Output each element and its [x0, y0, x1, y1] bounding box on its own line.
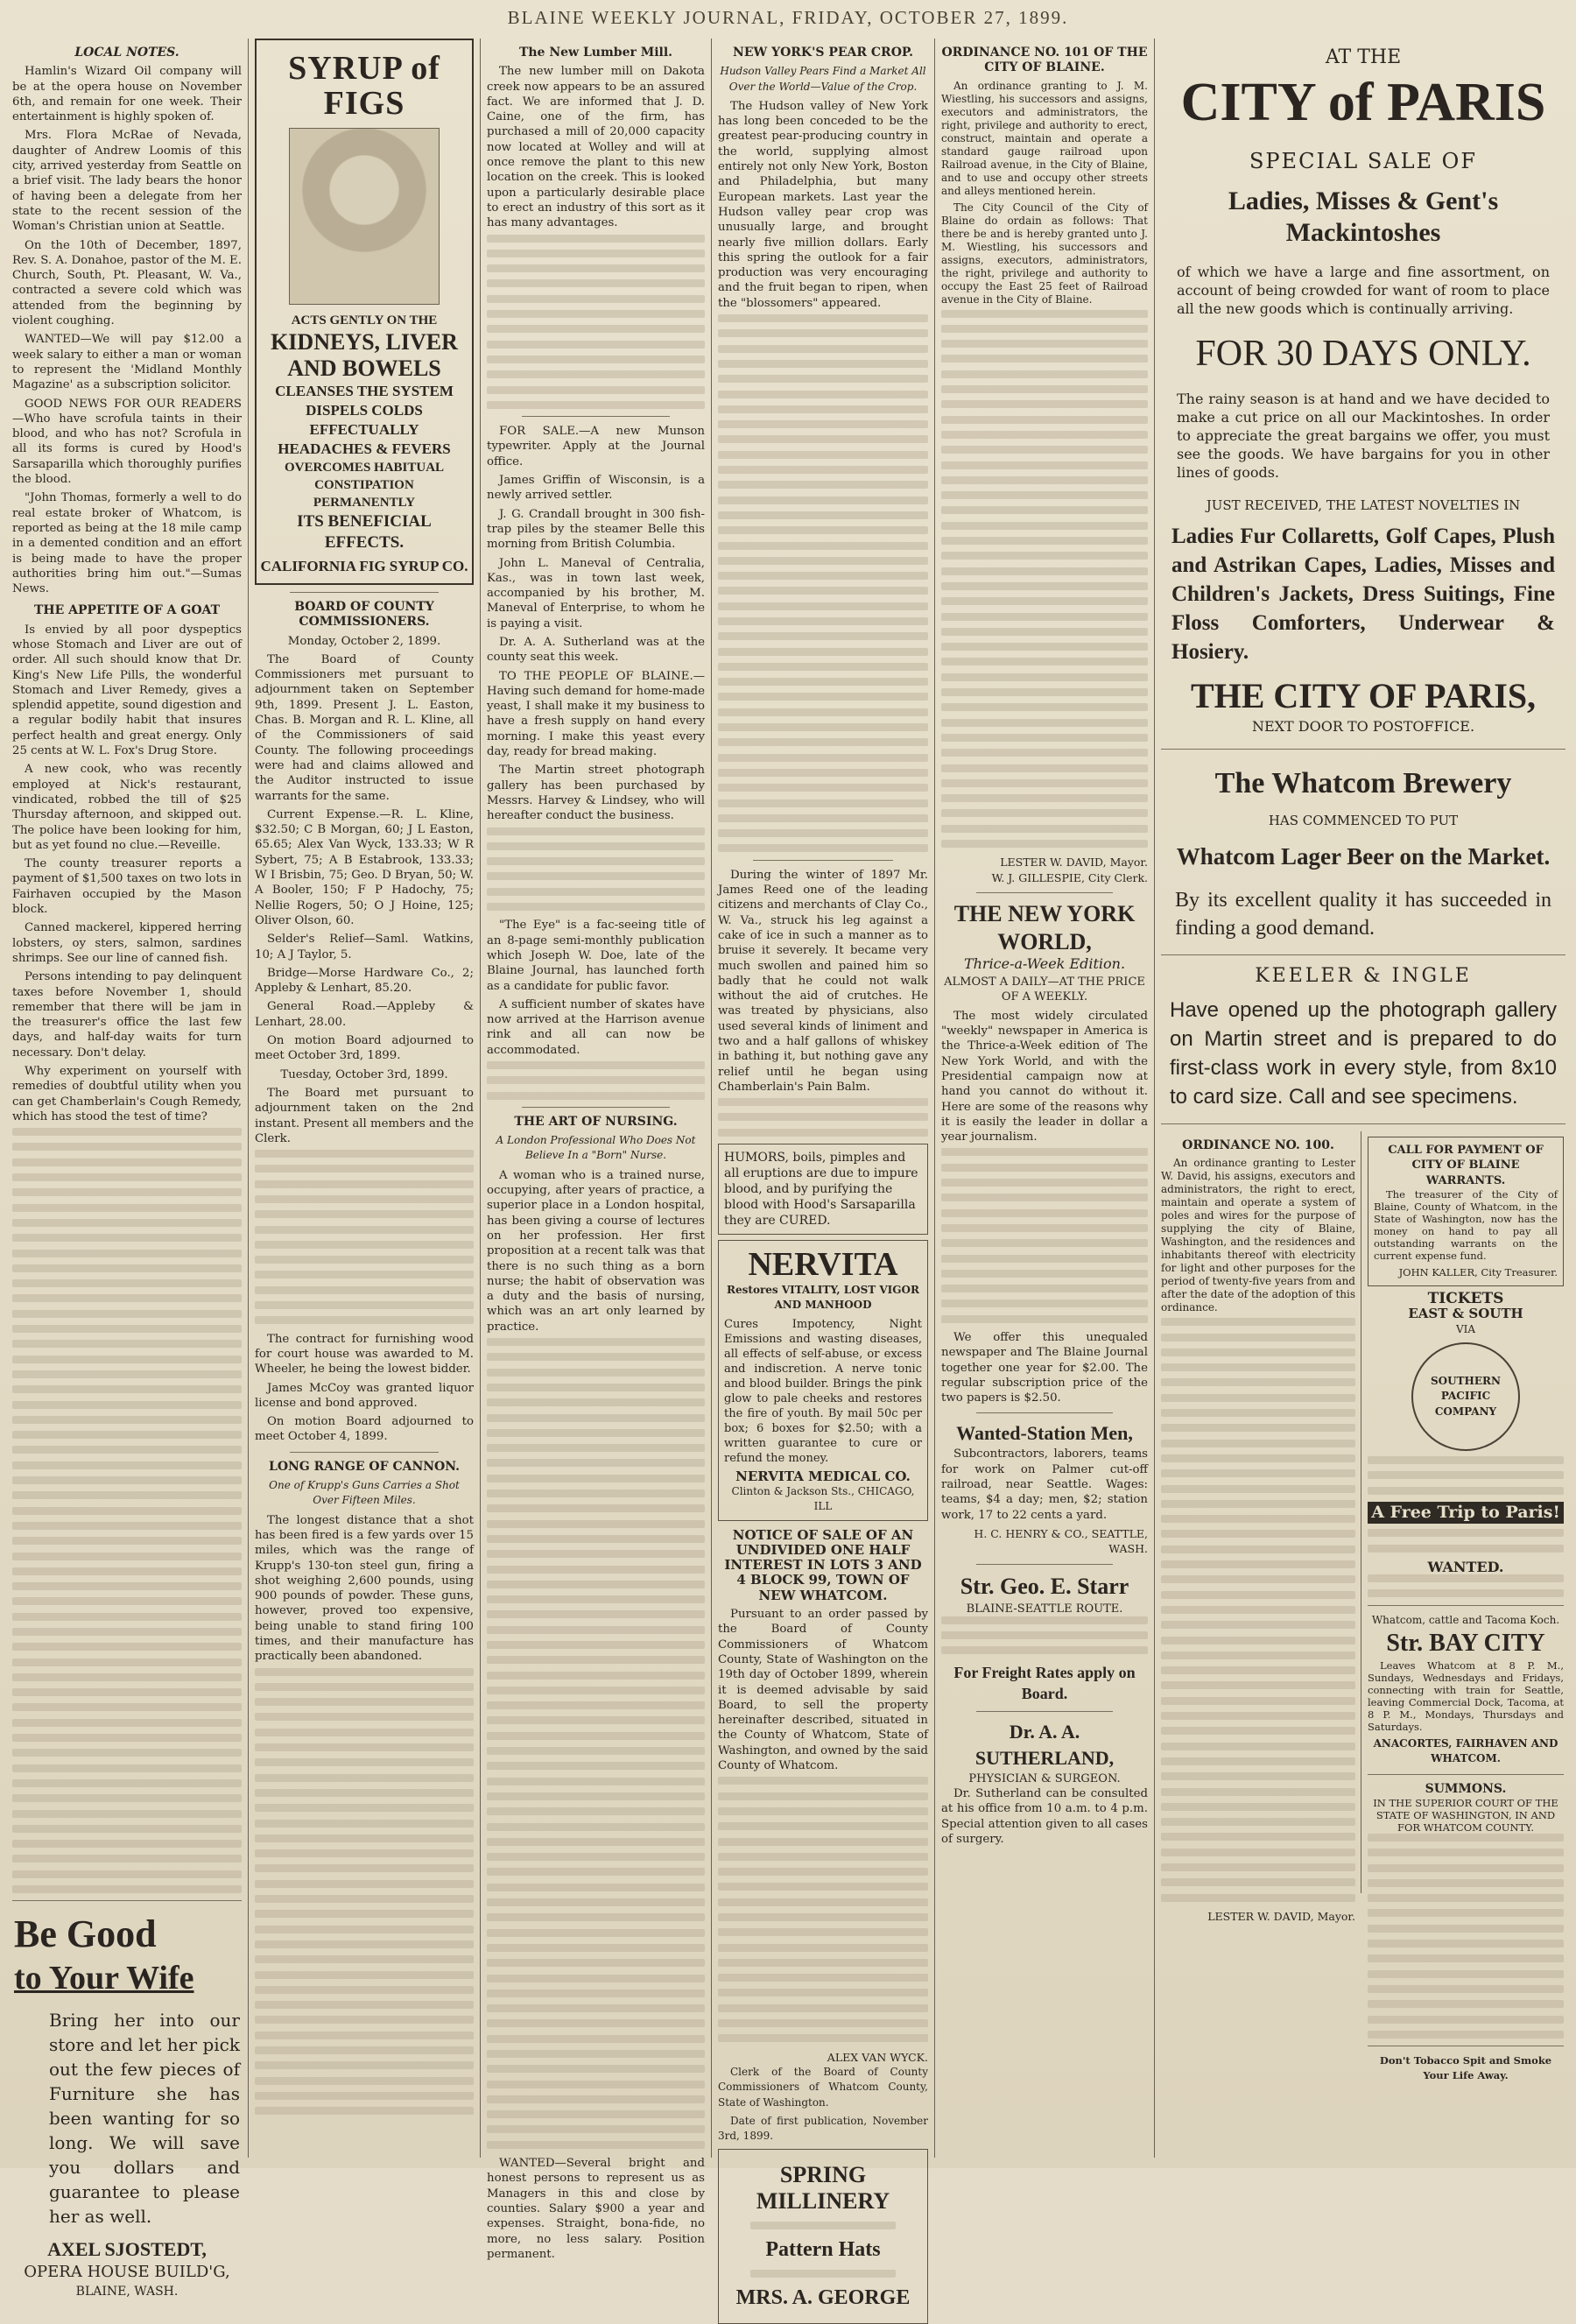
board-text: Selder's Relief—Saml. Watkins, 10; A J Taylor, 5. — [255, 933, 474, 961]
summons-text: IN THE SUPERIOR COURT OF THE STATE OF WASHINGTON, IN AND FOR WHATCOM COUNTY. — [1373, 1796, 1558, 1834]
nursing-subhead: A London Professional Who Does Not Believe In a "Born" Nurse. — [496, 1134, 696, 1162]
summons-title: SUMMONS. — [1425, 1781, 1507, 1796]
furniture-ad — [12, 1908, 242, 2304]
doctor-title: Dr. A. A. SUTHERLAND, — [974, 1720, 1115, 1769]
local-note: Mrs. Flora McRae of Nevada, daughter of Andrew Loomis of this city, arrived yesterday from Seattle on a brief visit. The lady bears the honor of having been a delegate from her state to the recent session of the Woman's Christian union at Seattle. — [12, 129, 242, 234]
column-5 — [941, 39, 1148, 2158]
nervita-company: NERVITA MEDICAL CO. — [735, 1468, 911, 1484]
bay-city-text: Leaves Whatcom at 8 P. M., Sundays, Wednesdays and Fridays, connecting with train for Seattle, leaving Commercial Dock, Tacoma, at 8 P. M., Mondays, Thursdays and Saturdays. — [1368, 1659, 1564, 1734]
column-1 — [12, 39, 242, 2299]
board-text: The contract for furnishing wood for court house was awarded to M. Wheeler, he being the lowest bidder. — [255, 1332, 474, 1377]
doctor-subtitle: PHYSICIAN & SURGEON. — [968, 1771, 1121, 1785]
bay-city-head: Whatcom, cattle and Tacoma Koch. — [1371, 1613, 1560, 1626]
keeler-title: KEELER & INGLE — [1255, 965, 1472, 987]
ordinance-100-text: An ordinance granting to Lester W. David, his assigns, executors and administrators, the right to erect, maintain and operate a system of poles and wires for the purpose of supplying the city of Blaine, Washington, and the residences and inhabitants thereof with electricity for light and other purposes for the period of twenty-five years from and after the date of the adoption of this ordinance. — [1161, 1157, 1355, 1314]
local-note: The county treasurer reports a payment of $1,500 taxes on two lots in Fairhaven occupied by the Mason block. — [12, 857, 242, 917]
local-notes-title: LOCAL NOTES. — [74, 46, 179, 60]
paris-next-door: NEXT DOOR TO POSTOFFICE. — [1251, 718, 1475, 735]
city-of-paris-title: CITY of PARIS — [1180, 73, 1546, 132]
goat-headline: THE APPETITE OF A GOAT — [33, 603, 221, 618]
ordinance-100-signature: LESTER W. DAVID, Mayor. — [1207, 1909, 1355, 1923]
free-trip-banner: A Free Trip to Paris! — [1368, 1502, 1564, 1524]
news-item: J. G. Crandall brought in 300 fish-trap piles by the steamer Belle this morning from British Columbia. — [487, 507, 705, 552]
pear-article: The Hudson valley of New York has long been conceded to be the greatest pear-producing country in the world, supplying almost entirely not only New York, Boston and Philadelphia, but many European markets. Last year the Hudson valley pear crop was unusually large, and brought nearly five million dollars. Early this spring the outlook for a fair production was very encouraging and the fruit began to ripen, when the "blossomers" appeared. — [718, 99, 928, 310]
ordinance-100 — [1161, 1131, 1355, 1924]
syrup-line: KIDNEYS, LIVER — [271, 329, 458, 355]
ad-title-wife: to Your Wife — [14, 1960, 194, 1997]
news-item: FOR SALE.—A new Munson typewriter. Apply at the Journal office. — [487, 425, 705, 468]
syrup-line: CLEANSES THE SYSTEM — [275, 383, 454, 399]
ordinance-101-clerk: W. J. GILLESPIE, City Clerk. — [991, 870, 1148, 884]
news-item: Dr. A. A. Sutherland was at the county seat this week. — [487, 635, 705, 665]
at-the: AT THE — [1325, 46, 1402, 68]
local-note: Canned mackerel, kippered herring lobsters, oy sters, salmon, sardines shrimps. See our line of canned fish. — [12, 921, 242, 965]
lager-text: By its excellent quality it has succeeded in finding a good demand. — [1175, 889, 1551, 940]
board-text: The Board met pursuant to adjournment taken on the 2nd instant. Present all members and the Clerk. — [255, 1086, 474, 1145]
ordinance-101-text: An ordinance granting to J. M. Wiestling, his successors and assigns, executors and administrators, the right, privilege and authority to erect, construct, maintain and operate a standard gauge railroad upon Railroad avenue, in the City of Blaine, and to use and occupy other streets and alleys mentioned herein. — [941, 79, 1148, 197]
ad-place: OPERA HOUSE BUILD'G, — [24, 2263, 230, 2282]
nyw-subtitle: Thrice-a-Week Edition. — [963, 954, 1126, 972]
board-text: Monday, October 2, 1899. — [287, 634, 441, 648]
ad-town: BLAINE, WASH. — [75, 2285, 179, 2299]
notice-signature-title: Clerk of the Board of County Commissioners of Whatcom County, State of Washington. — [718, 2065, 928, 2109]
column-rule — [480, 39, 481, 2158]
novelties-list: Ladies Fur Collaretts, Golf Capes, Plush and Astrikan Capes, Ladies, Misses and Children's Jackets, Dress Suitings, Fine Floss Comforters, Underwear & Hosiery. — [1171, 525, 1555, 664]
spring-millinery-ad — [718, 2149, 928, 2324]
column-rule — [934, 39, 935, 2158]
ad-name: AXEL SJOSTEDT, — [47, 2238, 207, 2261]
board-text: Tuesday, October 3rd, 1899. — [280, 1067, 448, 1081]
warrants-head: CALL FOR PAYMENT OF CITY OF BLAINE WARRANTS. — [1388, 1144, 1544, 1187]
local-note: "John Thomas, formerly a well to do real estate broker of Whatcom, is reported as being at the 18 mile camp in a demented condition and an effort is being made to have the proper authorities bring him out."—Sumas News. — [12, 491, 242, 596]
nyw-text: The most widely circulated "weekly" newspaper in America is the Thrice-a-Week edition of The New York World, and with the Presidential campaign now at hand you cannot do without it. Here are some of the reasons why it is easily the leader in dollar a year journalism. — [941, 1009, 1148, 1144]
nyw-offer: We offer this unequaled newspaper and The Blaine Journal together one year for $2.00. The regular subscription price of the two papers is $2.50. — [941, 1331, 1148, 1405]
tobacco-ad: Don't Tobacco Spit and Smoke Your Life Away. — [1379, 2054, 1552, 2082]
ad-text: Bring her into our store and let her pick out the few pieces of Furniture she has been wanting for so long. We will save you dollars and guarantee to please her as well. — [49, 2010, 240, 2228]
paris-footer: THE CITY OF PARIS, — [1190, 676, 1537, 715]
board-text: James McCoy was granted liquor license and bond approved. — [255, 1381, 474, 1410]
local-note: GOOD NEWS FOR OUR READERS—Who have scrofula taints in their blood, and who has not? Scrofula in all its forms is cured by Hood's Sarsaparilla which thoroughly purifies the blood. — [12, 397, 242, 487]
column-4 — [718, 39, 928, 2310]
news-item: James Griffin of Wisconsin, is a newly arrived settler. — [487, 474, 705, 503]
special-sale: SPECIAL SALE OF — [1249, 149, 1478, 173]
novelties-head: JUST RECEIVED, THE LATEST NOVELTIES IN — [1206, 497, 1521, 513]
notice-text: Pursuant to an order passed by the Board of County Commissioners of Whatcom County, State of Washington on the 19th day of October 1899, wherein it is deemed advisable by said Board, to sell the property hereinafter described, situated in the County of Whatcom, State of Washington, and owned by the said County of Whatcom. — [718, 1608, 928, 1773]
starr-title: Str. Geo. E. Starr — [960, 1573, 1129, 1599]
goat-article: Is envied by all poor dyspeptics whose Stomach and Liver are out of order. All such should know that Dr. King's New Life Pills, the wonderful Stomach and Liver Remedy, gives a splendid appetite, sound digestion and a regular bodily habit that insures perfect health and great energy. Only 25 cents at W. L. Fox's Drug Store. — [12, 623, 242, 758]
goddess-illustration — [289, 128, 440, 305]
board-text: Current Expense.—R. L. Kline, $32.50; C B Morgan, 60; J L Easton, 65.65; Alex Van Wyck, 133.33; W R Sybert, 75; A B Estabrook, 133.33; W I Brisbin, 75; Geo. D Bryan, 50; W. A Booler, 150; F P Hadochy, 75; Nellie Rogers, 50; O J Hoine, 125; Oliver Olson, 60. — [255, 807, 474, 927]
column-2 — [255, 39, 474, 2158]
local-note: WANTED—We will pay $12.00 a week salary to either a man or woman to represent the 'Midland Monthly Magazine' as a subscription solicitor. — [12, 333, 242, 392]
tickets-title: TICKETS — [1427, 1290, 1504, 1308]
warrants-notice — [1368, 1137, 1564, 1286]
notice-date: Date of first publication, November 3rd, 1899. — [718, 2114, 928, 2143]
ordinance-100-headline: ORDINANCE NO. 100. — [1182, 1138, 1334, 1152]
syrup-line: OVERCOMES HABITUAL CONSTIPATION — [284, 461, 445, 492]
keeler-text: Have opened up the photograph gallery on Martin street and is prepared to do first-class work in every style, from 8x10 to card size. Call and see specimens. — [1170, 998, 1557, 1109]
right-subcolumn — [1368, 1131, 1564, 2084]
column-6 — [1161, 39, 1565, 2158]
lumber-article: The new lumber mill on Dakota creek now appears to be an assured fact. We are informed that J. D. Caine, one of the firm, has purchased a mill of 20,000 capacity now located at Wolley and will at once remove the plant to this new location on the creek. This is looked upon a particularly desirable place to erect an industry of this sort as it has many advantages. — [487, 65, 705, 230]
syrup-of-figs-ad — [255, 39, 474, 585]
board-headline: BOARD OF COUNTY COMMISSIONERS. — [294, 600, 434, 630]
bottom-right-grid — [1161, 1131, 1565, 2082]
syrup-title: SYRUP of FIGS — [288, 50, 440, 122]
ordinance-101-text-2: The City Council of the City of Blaine do ordain as follows: That there be and is hereby granted unto J. M. Wiestling, his successors and assigns, executors, administrators, the right, privilege and authority to occupy the East 25 feet of Railroad avenue in the City of Blaine. — [941, 201, 1148, 306]
local-note: Persons intending to pay delinquent taxes before November 1, should remember that there will be jam in the treasurer's office the last few days, and half-day waits for turn necessary. Don't delay. — [12, 970, 242, 1060]
local-note: Why experiment on yourself with remedies of doubtful utility when you can get Chamberlain's Cough Remedy, which has stood the test of time? — [12, 1065, 242, 1123]
news-item: John L. Maneval of Centralia, Kas., was in town last week, accompanied by his brother, M. Maneval of Enterprise, to whom he is paying a visit. — [487, 556, 705, 630]
nursing-headline: THE ART OF NURSING. — [514, 1114, 678, 1129]
local-note: On the 10th of December, 1897, Rev. S. A. Donahoe, pastor of the M. E. Church, South, Pt. Pleasant, W. Va., contracted a severe cold which was attended from the beginning by violent coughing. — [12, 238, 242, 328]
syrup-line: HEADACHES & FEVERS — [278, 440, 451, 457]
column-3 — [487, 39, 705, 2261]
nervita-title: NERVITA — [748, 1246, 898, 1284]
east-south: EAST & SOUTH — [1408, 1306, 1523, 1322]
syrup-line: ACTS GENTLY ON THE — [291, 313, 438, 327]
via: VIA — [1455, 1322, 1476, 1335]
nyw-title: THE NEW YORK WORLD, — [953, 900, 1136, 954]
spring-name: MRS. A. GEORGE — [735, 2286, 911, 2310]
nursing-article: A woman who is a trained nurse, occupying, after years of practice, a superior place in a London hospital, has been giving a course of lectures on her profession. Her first proposition at a recent talk was that there is no such thing as a born nurse; the habit of observation was a duty and the basis of nursing, which was an art only learned by practice. — [487, 1168, 705, 1334]
cannon-article: The longest distance that a shot has been fired is a few yards over 15 miles, which was the range of Krupp's 130-ton steel gun, firing a shot weighing 2,600 pounds, using 900 pounds of powder. These guns, however, proved too expensive, being unable to stand firing 100 times, and their manufacture has practically been abandoned. — [255, 1513, 474, 1664]
column-rule — [711, 39, 712, 2158]
syrup-line: ITS BENEFICIAL EFFECTS. — [297, 512, 432, 552]
board-text: On motion Board adjourned to meet October 3rd, 1899. — [255, 1034, 474, 1063]
thirty-days-only: FOR 30 DAYS ONLY. — [1195, 334, 1531, 374]
cannon-headline: LONG RANGE OF CANNON. — [268, 1459, 461, 1474]
brewery-title: The Whatcom Brewery — [1214, 767, 1512, 799]
news-item: The Martin street photograph gallery has been purchased by Messrs. Harvey & Lindsey, who will hereafter conduct the business. — [487, 764, 705, 823]
board-text: Bridge—Morse Hardware Co., 2; Appleby & Lenhart, 85.20. — [255, 966, 474, 996]
starr-freight: For Freight Rates apply on Board. — [953, 1663, 1136, 1702]
masthead: BLAINE WEEKLY JOURNAL, FRIDAY, OCTOBER 27, 1899. — [507, 7, 1069, 28]
local-note: A new cook, who was recently employed at Nick's restaurant, vindicated, robbed the till of $25 Thursday afternoon, and skipped out. The police have been looking for him, but as yet found no clue.—Reveille. — [12, 763, 242, 852]
pear-subhead: Hudson Valley Pears Find a Market All Over the World—Value of the Crop. — [720, 65, 926, 93]
mackintoshes-text: of which we have a large and fine assortment, on account of being crowded for want of room to place all the new goods which is continually arriving. — [1177, 264, 1550, 317]
warrants-signature: JOHN KALLER, City Treasurer. — [1398, 1265, 1558, 1278]
starr-route: BLAINE-SEATTLE ROUTE. — [966, 1602, 1123, 1616]
ordinance-101-headline: ORDINANCE NO. 101 OF THE CITY OF BLAINE. — [941, 46, 1148, 75]
syrup-line: DISPELS COLDS EFFECTUALLY — [306, 402, 423, 438]
wanted-notice: WANTED—Several bright and honest persons to represent us as Managers in this and close by counties. Salary $900 a year and expenses. Straight, bona-fide, no more, no less salary. Position permanent. — [487, 2157, 705, 2261]
ad-title-be-good: Be Good — [14, 1912, 157, 1956]
station-men-title: Wanted-Station Men, — [956, 1422, 1133, 1445]
board-text: The Board of County Commissioners met pursuant to adjournment taken on September 9th, 1899. Present J. L. Easton, Chas. B. Morgan and R. L. Kline, all of the Commissioners of said County. The following proceedings were had and claims allowed and the Auditor instructed to issue warrants for the same. — [255, 652, 474, 803]
column-rule — [1154, 39, 1155, 2158]
pear-headline: NEW YORK'S PEAR CROP. — [733, 46, 913, 60]
ordinance-101-mayor: LESTER W. DAVID, Mayor. — [1000, 856, 1148, 870]
nervita-ad — [718, 1240, 928, 1520]
southern-pacific-logo: SOUTHERN PACIFIC COMPANY — [1411, 1342, 1520, 1451]
mackintoshes-title: Ladies, Misses & Gent's Mackintoshes — [1228, 187, 1499, 247]
notice-headline: NOTICE OF SALE OF AN UNDIVIDED ONE HALF INTEREST IN LOTS 3 AND 4 BLOCK 99, TOWN OF NEW WHATCOM. — [724, 1526, 922, 1603]
bay-city-title: Str. BAY CITY — [1386, 1630, 1545, 1658]
winter-article: During the winter of 1897 Mr. James Reed one of the leading citizens and merchants of Clay Co., W. Va., struck his leg against a cake of ice in such a manner as to bruise it severely. It became very much swollen and pained him so badly that he could not walk without the aid of crutches. He was treated by physicians, also used several kinds of liniment and two and a half gallons of whiskey in bathing it, but nothing gave any relief until he began using Chamberlain's Pain Balm. — [718, 868, 928, 1094]
syrup-company: CALIFORNIA FIG SYRUP CO. — [260, 558, 468, 574]
spring-hats: Pattern Hats — [765, 2238, 881, 2262]
hood-sarsaparilla-ad: HUMORS, boils, pimples and all eruptions are due to impure blood, and by purifying the blood with Hood's Sarsaparilla they are CURED. — [718, 1144, 928, 1235]
syrup-line: AND BOWELS — [287, 356, 441, 381]
local-note: Hamlin's Wizard Oil company will be at the opera house on November 6th, and remain for one week. Their entertainment is highly spoken of. — [12, 65, 242, 124]
news-item: TO THE PEOPLE OF BLAINE.—Having such demand for home-made yeast, I shall make it my business to have a fresh supply on hand every morning. I make this yeast every day, ready for bread making. — [487, 669, 705, 759]
cannon-subhead: One of Krupp's Guns Carries a Shot Over Fifteen Miles. — [269, 1479, 460, 1507]
nyw-tagline: ALMOST A DAILY—AT THE PRICE OF A WEEKLY. — [944, 975, 1145, 1004]
column-rule — [248, 39, 249, 2158]
spring-title: SPRING MILLINERY — [756, 2162, 890, 2215]
warrants-text: The treasurer of the City of Blaine, County of Whatcom, in the State of Washington, now has the money on hand to pay all outstanding warrants on the current expense fund. — [1374, 1187, 1558, 1262]
news-item: A sufficient number of skates have now arrived at the Harrison avenue rink and all can now be accommodated. — [487, 997, 705, 1057]
nervita-text: Cures Impotency, Night Emissions and wasting diseases, all effects of self-abuse, or excess and indiscretion. A nerve tonic and blood builder. Brings the pink glow to pale cheeks and restores the fire of youth. By mail 50c per box; 6 boxes for $2.50; with a written guarantee to cure or refund the money. — [724, 1317, 922, 1465]
notice-signature: ALEX VAN WYCK. — [827, 2050, 928, 2064]
board-text: General Road.—Appleby & Lenhart, 28.00. — [255, 1000, 474, 1029]
anacortes-route: ANACORTES, FAIRHAVEN AND WHATCOM. — [1373, 1737, 1558, 1765]
news-item: "The Eye" is a fac-seeing title of an 8-page semi-monthly publication which Joseph W. Doe, late of the Blaine Journal, has launched forth as a candidate for public favor. — [487, 919, 705, 993]
station-men-text: Subcontractors, laborers, teams for work on Palmer cut-off railroad, near Seattle. Wages: teams, $4 a day; men, $2; station work, 17 to 22 cents a yard. — [941, 1447, 1148, 1522]
lumber-headline: The New Lumber Mill. — [518, 46, 673, 60]
board-text: On motion Board adjourned to meet October 4, 1899. — [255, 1415, 474, 1444]
nervita-tagline: Restores VITALITY, LOST VIGOR AND MANHOOD — [727, 1284, 919, 1312]
syrup-line: PERMANENTLY — [313, 496, 416, 510]
nervita-address: Clinton & Jackson Sts., CHICAGO, ILL — [731, 1484, 915, 1513]
doctor-text: Dr. Sutherland can be consulted at his office from 10 a.m. to 4 p.m. Special attention given to all cases of surgery. — [941, 1787, 1148, 1846]
thirty-days-text: The rainy season is at hand and we have decided to make a cut price on all our Mackintoshes. In order to appreciate the great bargains we offer, you must see the goods. We have bargains for you in other lines of goods. — [1177, 391, 1550, 481]
station-men-signature: H. C. HENRY & CO., SEATTLE, WASH. — [974, 1526, 1148, 1556]
wanted-title: WANTED. — [1427, 1558, 1504, 1575]
lager-title: Whatcom Lager Beer on the Market. — [1176, 843, 1551, 870]
brewery-subtitle: HAS COMMENCED TO PUT — [1268, 813, 1459, 828]
